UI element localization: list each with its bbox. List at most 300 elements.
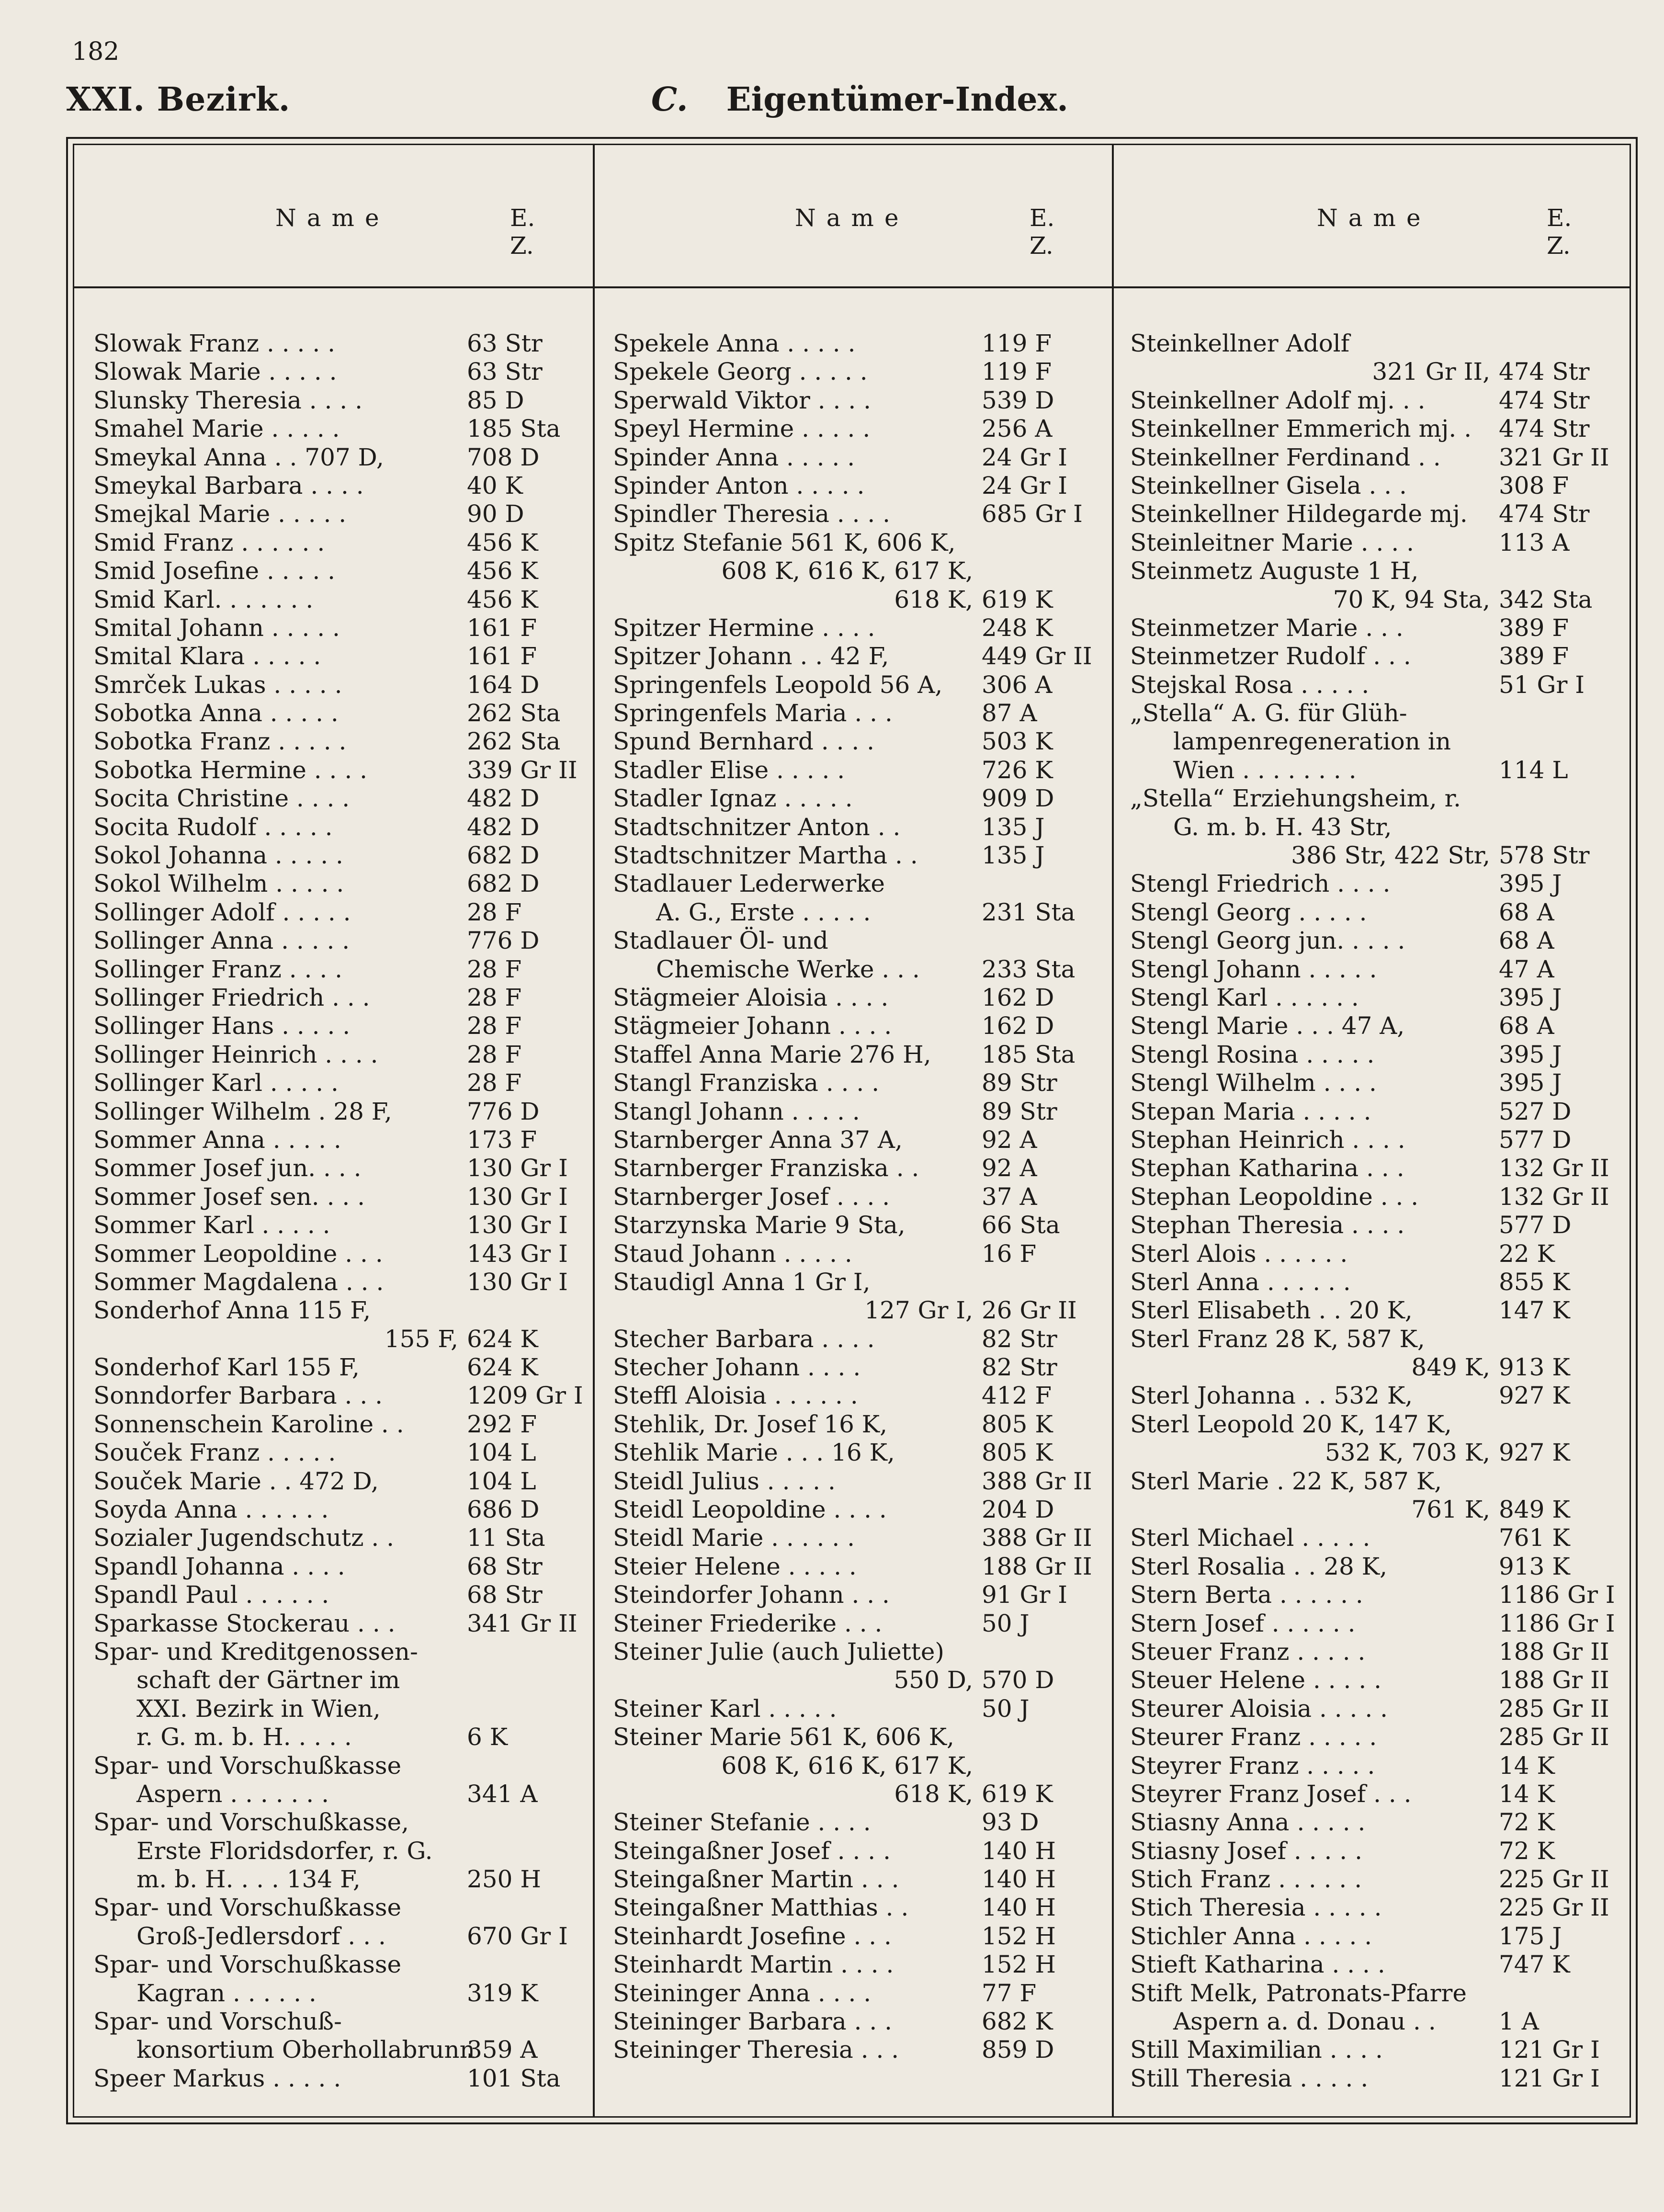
index-entry [1130,1837,1623,1865]
entry-name: 608 K, 616 K, 617 K, [721,1751,973,1780]
index-entry [613,1610,1106,1638]
entry-ez-number: 28 F [467,1012,522,1040]
entry-name: Steinmetzer Rudolf . . . [1130,642,1411,670]
index-entry [613,1268,1106,1296]
entry-ez-number: 147 K [1499,1296,1570,1325]
entry-ez-number: 670 Gr I [467,1922,568,1950]
entry-ez-number: 927 K [1499,1439,1570,1467]
entry-name: Stengl Georg jun. . . . . [1130,927,1405,955]
index-entry [93,898,587,927]
index-entry [93,1069,587,1097]
entry-name: Smrček Lukas . . . . . [93,670,342,699]
entry-ez-number: 90 D [467,500,524,528]
entry-name: 550 D, [894,1666,973,1694]
entry-name: Spar- und Vorschußkasse [93,1751,402,1780]
index-entry [93,870,587,898]
index-entry [93,784,587,813]
index-entry [1130,727,1623,756]
entry-ez-number: 578 Str [1499,841,1590,870]
entry-name: Sterl Rosalia . . 28 K, [1130,1552,1387,1580]
entry-ez-number: 927 K [1499,1382,1570,1410]
index-entry [93,329,587,358]
entry-ez-number: 121 Gr I [1499,2064,1600,2092]
entry-ez-number: 28 F [467,983,522,1011]
entry-name: Stehlik, Dr. Josef 16 K, [613,1410,888,1438]
index-entry [1130,443,1623,472]
entry-ez-number: 776 D [467,927,540,955]
entry-ez-number: 63 Str [467,329,543,357]
entry-name: Steinkellner Emmerich mj. . [1130,415,1472,443]
entry-name: Stephan Leopoldine . . . [1130,1182,1419,1211]
entry-ez-number: 339 Gr II [467,756,577,784]
entry-ez-number: 130 Gr I [467,1182,568,1211]
index-entry [613,1865,1106,1894]
entry-name: Stiasny Josef . . . . . [1130,1837,1362,1865]
entry-name: Smital Johann . . . . . [93,613,340,642]
entry-name: Stern Berta . . . . . . [1130,1581,1363,1609]
ez-header: E. Z. [1547,204,1572,260]
index-entry [613,1894,1106,1922]
entry-name: Spindler Theresia . . . . [613,500,891,528]
index-entry [1130,1012,1623,1040]
index-entry [1130,1183,1623,1211]
entry-ez-number: 682 D [467,870,540,898]
entry-name: 608 K, 616 K, 617 K, [721,557,973,585]
entry-name: Stich Theresia . . . . . [1130,1894,1382,1922]
entry-name: Springenfels Leopold 56 A, [613,670,943,699]
entry-name: Smital Klara . . . . . [93,642,321,670]
entry-ez-number: 50 J [982,1694,1030,1723]
entry-name: Starnberger Anna 37 A, [613,1125,903,1154]
index-entry [93,1695,587,1723]
index-entry [1130,1410,1623,1439]
entry-name: Staud Johann . . . . . [613,1239,852,1268]
entry-name: Steuer Franz . . . . . [1130,1637,1366,1666]
index-entry [93,1439,587,1467]
entry-name: Spar- und Kreditgenossen- [93,1637,418,1666]
index-entry [613,1979,1106,2008]
entry-ez-number: 68 Str [467,1552,543,1580]
index-entry [613,927,1106,955]
entry-ez-number: 161 F [467,613,537,642]
entry-name: Sonndorfer Barbara . . . [93,1382,383,1410]
entry-ez-number: 68 A [1499,898,1554,926]
entry-name: Stangl Johann . . . . . [613,1097,860,1125]
entry-ez-number: 539 D [982,386,1054,414]
index-entry [613,557,1106,585]
entry-ez-number: 225 Gr II [1499,1894,1609,1922]
index-entry [613,358,1106,386]
entry-name: Stiasny Anna . . . . . [1130,1808,1366,1837]
index-entry [1130,1524,1623,1552]
index-entry [93,1865,587,1894]
index-entry [1130,2008,1623,2036]
entry-name: Sommer Karl . . . . . [93,1211,330,1239]
index-entry [93,984,587,1012]
entry-name: schaft der Gärtner im [136,1666,400,1694]
entry-ez-number: 104 L [467,1467,536,1495]
entry-name: Sommer Leopoldine . . . [93,1239,383,1268]
entry-name: Steininger Theresia . . . [613,2036,899,2064]
entry-name: Sollinger Anna . . . . . [93,927,350,955]
name-header: Name [275,204,390,232]
entry-ez-number: 388 Gr II [982,1524,1092,1552]
entry-name: Steyrer Franz Josef . . . [1130,1780,1412,1808]
district-heading: XXI. Bezirk. [66,80,291,119]
entry-name: lampenregeneration in [1173,727,1451,756]
entry-ez-number: 143 Gr I [467,1239,568,1268]
entry-ez-number: 132 Gr II [1499,1182,1609,1211]
entry-name: Stecher Johann . . . . [613,1353,861,1382]
entry-name: 532 K, 703 K, [1324,1439,1490,1467]
entry-name: Stadlauer Öl- und [613,927,828,955]
entry-name: Stengl Rosina . . . . . [1130,1040,1375,1068]
entry-name: Sterl Elisabeth . . 20 K, [1130,1296,1413,1325]
index-entry [613,614,1106,642]
index-entry [93,2008,587,2036]
index-entry [613,1638,1106,1666]
entry-ez-number: 28 F [467,898,522,926]
entry-name: Starnberger Franziska . . [613,1154,919,1182]
entry-ez-number: 292 F [467,1410,537,1438]
index-entry [93,1240,587,1268]
index-entry [613,472,1106,500]
entry-name: Stich Franz . . . . . . [1130,1865,1362,1894]
entry-name: Stejskal Rosa . . . . . [1130,670,1370,699]
index-entry [93,927,587,955]
index-entry [93,1951,587,1979]
entry-name: 321 Gr II, [1372,358,1490,386]
entry-ez-number: 173 F [467,1125,537,1154]
entry-name: Spitzer Johann . . 42 F, [613,642,889,670]
index-entry [613,1808,1106,1837]
index-entry [613,727,1106,756]
entry-ez-number: 262 Sta [467,727,561,756]
index-entry [93,955,587,984]
index-entry [93,1553,587,1581]
index-entry [93,1012,587,1040]
entry-name: Erste Floridsdorfer, r. G. [136,1837,433,1865]
index-entry [613,1211,1106,1239]
index-entry [93,1524,587,1552]
entry-name: Steuer Helene . . . . . [1130,1666,1382,1694]
column-divider [593,144,595,2118]
entry-name: Stadlauer Lederwerke [613,870,885,898]
index-entry [1130,841,1623,870]
entry-name: Sollinger Wilhelm . 28 F, [93,1097,392,1125]
entry-ez-number: 341 A [467,1780,538,1808]
entry-ez-number: 175 J [1499,1922,1562,1950]
index-entry [613,1666,1106,1694]
entry-name: Smejkal Marie . . . . . [93,500,347,528]
entry-name: Sterl Marie . 22 K, 587 K, [1130,1467,1442,1495]
index-entry [93,1808,587,1837]
index-entry [93,1154,587,1182]
index-entry [93,500,587,528]
entry-name: Spar- und Vorschußkasse [93,1894,402,1922]
entry-ez-number: 51 Gr I [1499,670,1585,699]
entry-ez-number: 24 Gr I [982,443,1068,471]
entry-ez-number: 188 Gr II [1499,1637,1609,1666]
entry-name: Smid Josefine . . . . . [93,557,336,585]
entry-name: Sobotka Hermine . . . . [93,756,367,784]
entry-ez-number: 308 F [1499,471,1569,499]
name-header: Name [1317,204,1431,232]
entry-ez-number: 913 K [1499,1552,1570,1580]
entry-name: Stengl Friedrich . . . . [1130,870,1391,898]
entry-ez-number: 474 Str [1499,415,1590,443]
entry-ez-number: 72 K [1499,1837,1555,1865]
index-entry [93,1211,587,1239]
index-entry [1130,358,1623,386]
entry-ez-number: 1209 Gr I [467,1382,583,1410]
entry-ez-number: 474 Str [1499,386,1590,414]
ez-header: E. Z. [1030,204,1055,260]
entry-ez-number: 204 D [982,1496,1054,1524]
entry-ez-number: 482 D [467,813,540,841]
entry-name: Sollinger Karl . . . . . [93,1069,339,1097]
entry-name: Steiner Stefanie . . . . [613,1808,871,1837]
entry-ez-number: 395 J [1499,1040,1562,1068]
index-entry [93,699,587,727]
entry-name: Steinkellner Gisela . . . [1130,471,1407,499]
index-entry [1130,1666,1623,1694]
entry-name: 618 K, [894,1780,973,1808]
entry-ez-number: 63 Str [467,358,543,386]
entry-name: Sommer Magdalena . . . [93,1268,384,1296]
index-entry [1130,642,1623,670]
entry-ez-number: 342 Sta [1499,585,1593,613]
index-entry [93,614,587,642]
entry-ez-number: 233 Sta [982,955,1075,983]
index-entry [1130,756,1623,784]
index-entry [93,642,587,670]
index-entry [93,841,587,870]
entry-name: Springenfels Maria . . . [613,699,893,727]
entry-name: Speer Markus . . . . . [93,2064,341,2092]
entry-name: Steffl Aloisia . . . . . . [613,1382,858,1410]
index-entry [93,1268,587,1296]
entry-name: 386 Str, 422 Str, [1291,841,1490,870]
index-entry [613,984,1106,1012]
entry-ez-number: 761 K [1499,1524,1570,1552]
entry-name: Sollinger Friedrich . . . [93,983,370,1011]
index-entry [93,1325,587,1353]
entry-ez-number: 185 Sta [467,415,561,443]
index-entry [93,1296,587,1325]
entry-name: Sonderhof Karl 155 F, [93,1353,360,1382]
entry-name: 849 K, [1411,1353,1490,1382]
entry-ez-number: 456 K [467,528,538,556]
entry-ez-number: 161 F [467,642,537,670]
entry-name: Stengl Wilhelm . . . . [1130,1069,1377,1097]
index-column [93,329,587,2093]
entry-name: Steingaßner Josef . . . . [613,1837,891,1865]
entry-name: Sobotka Anna . . . . . [93,699,339,727]
entry-name: Spar- und Vorschußkasse, [93,1808,409,1837]
index-entry [613,756,1106,784]
entry-name: Sterl Michael . . . . . [1130,1524,1370,1552]
entry-ez-number: 389 F [1499,642,1569,670]
index-entry [613,1951,1106,1979]
entry-ez-number: 114 L [1499,756,1568,784]
index-entry [1130,870,1623,898]
index-entry [1130,1353,1623,1382]
index-entry [1130,1098,1623,1126]
entry-name: Steiner Julie (auch Juliette) [613,1637,944,1666]
index-entry [613,1581,1106,1609]
entry-name: Sonnenschein Karoline . . [93,1410,404,1438]
index-entry [613,955,1106,984]
entry-name: Stift Melk, Patronats-Pfarre [1130,1979,1467,2007]
entry-name: Stengl Johann . . . . . [1130,955,1377,983]
entry-ez-number: 185 Sta [982,1040,1075,1068]
entry-ez-number: 14 K [1499,1751,1555,1780]
entry-ez-number: 256 A [982,415,1053,443]
entry-ez-number: 47 A [1499,955,1554,983]
index-entry [1130,1268,1623,1296]
entry-name: XXI. Bezirk in Wien, [136,1694,381,1723]
entry-name: Sterl Leopold 20 K, 147 K, [1130,1410,1452,1438]
entry-ez-number: 805 K [982,1439,1053,1467]
entry-name: Socita Rudolf . . . . . [93,813,333,841]
entry-name: Slunsky Theresia . . . . [93,386,362,414]
entry-ez-number: 11 Sta [467,1524,545,1552]
entry-name: Starzynska Marie 9 Sta, [613,1211,906,1239]
entry-ez-number: 119 F [982,358,1052,386]
index-entry [1130,955,1623,984]
index-entry [93,1353,587,1382]
index-entry [93,2036,587,2064]
entry-name: Stephan Theresia . . . . [1130,1211,1405,1239]
index-entry [613,1098,1106,1126]
entry-name: Sozialer Jugendschutz . . [93,1524,395,1552]
entry-ez-number: 482 D [467,784,540,813]
index-entry [1130,1922,1623,1951]
entry-ez-number: 909 D [982,784,1054,813]
entry-ez-number: 130 Gr I [467,1154,568,1182]
index-entry [613,1353,1106,1382]
index-entry [93,1723,587,1751]
entry-ez-number: 87 A [982,699,1037,727]
entry-name: Sommer Josef jun. . . . [93,1154,362,1182]
entry-name: Spar- und Vorschußkasse [93,1951,402,1979]
entry-ez-number: 503 K [982,727,1053,756]
index-entry [613,2036,1106,2064]
index-entry [613,1837,1106,1865]
entry-name: Steinkellner Adolf [1130,329,1350,357]
index-entry [1130,1154,1623,1182]
entry-ez-number: 321 Gr II [1499,443,1609,471]
entry-ez-number: 250 H [467,1865,541,1894]
entry-ez-number: 188 Gr II [982,1552,1092,1580]
entry-ez-number: 89 Str [982,1097,1057,1125]
entry-name: Steyrer Franz . . . . . [1130,1751,1375,1780]
entry-name: Spinder Anna . . . . . [613,443,855,471]
entry-ez-number: 152 H [982,1922,1056,1950]
entry-name: Sommer Josef sen. . . . [93,1182,365,1211]
index-entry [613,1183,1106,1211]
entry-name: Still Maximilian . . . . [1130,2036,1383,2064]
entry-name: Steier Helene . . . . . [613,1552,857,1580]
index-entry [613,415,1106,443]
index-entry [93,813,587,841]
entry-name: Steinmetzer Marie . . . [1130,613,1404,642]
entry-name: Sokol Wilhelm . . . . . [93,870,344,898]
entry-name: m. b. H. . . . 134 F, [136,1865,361,1894]
index-entry [1130,1467,1623,1496]
entry-name: Spinder Anton . . . . . [613,471,865,499]
entry-ez-number: 140 H [982,1837,1056,1865]
entry-name: 761 K, [1411,1496,1490,1524]
entry-ez-number: 91 Gr I [982,1581,1068,1609]
index-entry [1130,1894,1623,1922]
index-entry [613,1723,1106,1751]
entry-ez-number: 1 A [1499,2008,1539,2036]
entry-name: Spar- und Vorschuß- [93,2008,342,2036]
entry-name: Stangl Franziska . . . . [613,1069,880,1097]
entry-ez-number: 132 Gr II [1499,1154,1609,1182]
entry-name: Stichler Anna . . . . . [1130,1922,1372,1950]
entry-name: konsortium Oberhollabrunn [136,2036,475,2064]
index-entry [613,699,1106,727]
index-entry [613,1752,1106,1780]
entry-ez-number: 570 D [982,1666,1054,1694]
entry-name: Steiner Karl . . . . . [613,1694,837,1723]
entry-ez-number: 285 Gr II [1499,1723,1609,1751]
entry-ez-number: 776 D [467,1097,540,1125]
entry-name: Steingaßner Martin . . . [613,1865,899,1894]
entry-name: Smahel Marie . . . . . [93,415,340,443]
entry-ez-number: 130 Gr I [467,1268,568,1296]
entry-name: „Stella“ Erziehungsheim, r. [1130,784,1461,813]
index-entry [1130,784,1623,813]
entry-name: 70 K, 94 Sta, [1333,585,1490,613]
index-entry [1130,557,1623,585]
index-entry [613,1126,1106,1154]
index-entry [613,443,1106,472]
entry-name: Stägmeier Johann . . . . [613,1012,892,1040]
entry-name: Steidl Julius . . . . . [613,1467,836,1495]
entry-ez-number: 624 K [467,1353,538,1382]
page-number: 182 [72,37,120,66]
index-entry [1130,1638,1623,1666]
entry-ez-number: 152 H [982,1951,1056,1979]
entry-name: Stadler Ignaz . . . . . [613,784,853,813]
entry-name: Speyl Hermine . . . . . [613,415,871,443]
entry-ez-number: 101 Sta [467,2064,561,2092]
entry-name: Spekele Georg . . . . . [613,358,868,386]
entry-ez-number: 68 Str [467,1581,543,1609]
entry-ez-number: 130 Gr I [467,1211,568,1239]
index-entry [93,1581,587,1609]
entry-name: 618 K, [894,585,973,613]
entry-name: A. G., Erste . . . . . [656,898,871,926]
entry-ez-number: 395 J [1499,870,1562,898]
index-entry [93,1979,587,2008]
index-entry [1130,1069,1623,1097]
entry-ez-number: 28 F [467,1040,522,1068]
entry-ez-number: 1186 Gr I [1499,1581,1615,1609]
entry-name: Spitz Stefanie 561 K, 606 K, [613,528,956,556]
entry-name: Steininger Barbara . . . [613,2008,893,2036]
index-entry [1130,1808,1623,1837]
entry-ez-number: 92 A [982,1125,1037,1154]
index-entry [1130,1496,1623,1524]
entry-ez-number: 805 K [982,1410,1053,1438]
index-entry [613,586,1106,614]
index-entry [93,443,587,472]
